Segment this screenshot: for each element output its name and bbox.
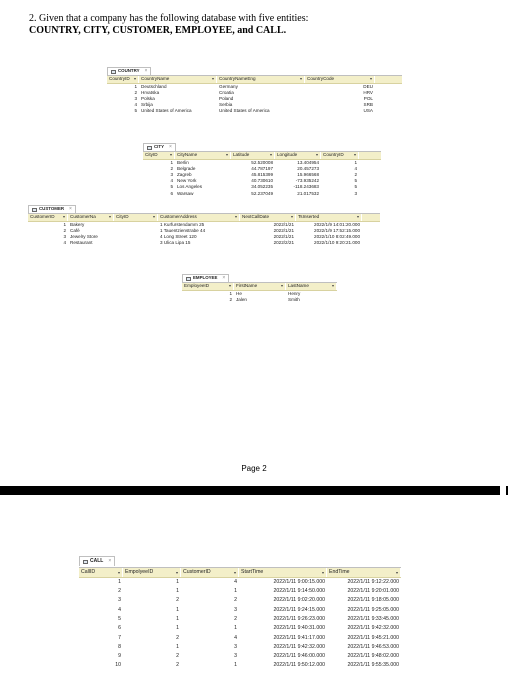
dropdown-arrow-icon[interactable]: ▾	[117, 569, 120, 575]
table-cell: 2022/1/11 9:26:23.000	[273, 615, 325, 622]
table-cell: 1	[176, 625, 179, 632]
table-cell: 2022/1/11 9:55:35.000	[347, 662, 399, 669]
table-cell: 2022/1/11 9:12:22.000	[347, 578, 399, 585]
tab-customer[interactable]: CUSTOMER ×	[28, 205, 76, 213]
table-cell: 45.815399	[251, 172, 273, 178]
column-header[interactable]: CallID ▾	[79, 568, 123, 577]
column-header[interactable]: CountryCode ▾	[305, 76, 375, 83]
column-header[interactable]: TsInserted ▾	[296, 214, 362, 221]
table-cell: 1 Kurfurstendamm 25	[160, 221, 205, 227]
table-cell: Deutschland	[141, 83, 167, 89]
table-cell: DEU	[363, 83, 373, 89]
table-cell: 6	[170, 190, 173, 196]
table-cell: New York	[177, 178, 197, 184]
table-cell: 2022/1/21	[273, 234, 294, 240]
table-cell: Los Angeles	[177, 184, 203, 190]
table-cell: 2022/2/21	[273, 240, 294, 246]
table-cell: 21.017532	[297, 190, 319, 196]
table-cell: 2	[176, 653, 179, 660]
column-header[interactable]: FirstName ▾	[234, 283, 286, 290]
table-cell: 5	[134, 108, 137, 114]
column-header[interactable]: NextCallDate ▾	[240, 214, 296, 221]
table-cell: Poland	[219, 96, 234, 102]
table-cell: 3	[234, 606, 237, 613]
table-cell: 4	[354, 165, 357, 171]
page-number: Page 2	[241, 464, 267, 473]
close-icon[interactable]: ×	[108, 557, 112, 564]
question-text	[29, 13, 308, 37]
table-cell: 4	[170, 178, 173, 184]
close-icon[interactable]: ×	[69, 206, 72, 213]
table-cell: 1	[176, 588, 179, 595]
dropdown-arrow-icon[interactable]: ▾	[290, 214, 293, 220]
table-cell: 6	[118, 625, 121, 632]
employee-table	[182, 274, 337, 303]
column-header[interactable]: CustomerNa ▾	[68, 214, 114, 221]
tab-city[interactable]: CITY ×	[143, 143, 176, 151]
table-cell: 2022/1/11 9:45:21.000	[347, 634, 399, 641]
call-table	[79, 556, 401, 671]
table-cell: Hrvatska	[141, 89, 160, 95]
column-header[interactable]: CountryName ▾	[139, 76, 217, 83]
table-cell: 8	[118, 643, 121, 650]
column-header[interactable]: CustomerID ▾	[181, 568, 239, 577]
dropdown-arrow-icon[interactable]: ▾	[395, 569, 398, 575]
close-icon[interactable]: ×	[144, 68, 148, 75]
table-row[interactable]	[79, 661, 401, 670]
table-row[interactable]	[107, 108, 402, 114]
table-cell: 2022/1/11 9:18:05.000	[347, 597, 399, 604]
column-header[interactable]: CityName ▾	[175, 152, 231, 159]
table-cell: Henry	[288, 290, 301, 296]
table-icon	[83, 560, 88, 564]
table-cell: SRB	[363, 102, 373, 108]
table-icon	[32, 208, 37, 212]
table-cell: 2	[176, 597, 179, 604]
table-cell: 2	[63, 227, 66, 233]
table-cell: 2022/1/11 9:25:05.000	[347, 606, 399, 613]
table-cell: 2022/1/11 9:50:12.000	[273, 662, 325, 669]
header-row	[79, 568, 401, 578]
column-header[interactable]: CustomerAddress ▾	[158, 214, 240, 221]
city-table	[143, 143, 381, 197]
table-cell: 34.052235	[251, 184, 273, 190]
table-grid	[28, 213, 380, 247]
table-cell: 3	[234, 643, 237, 650]
table-cell: 5	[118, 615, 121, 622]
dropdown-arrow-icon[interactable]: ▾	[228, 283, 231, 289]
table-grid	[182, 282, 337, 303]
table-cell: 4	[118, 606, 121, 613]
table-cell: 2	[354, 172, 357, 178]
table-cell: 52.237049	[251, 190, 273, 196]
dropdown-arrow-icon[interactable]: ▾	[353, 152, 356, 158]
table-cell: 2022/1/21	[273, 221, 294, 227]
table-row[interactable]	[79, 643, 401, 652]
table-cell: 2022/1/11 9:40:31.000	[273, 625, 325, 632]
column-header[interactable]: StartTime ▾	[239, 568, 327, 577]
table-cell: Smith	[288, 296, 300, 302]
table-cell: 2022/1/11 9:33:45.000	[347, 615, 399, 622]
table-row[interactable]	[28, 240, 380, 246]
header-row	[107, 76, 402, 84]
table-cell: 9	[118, 653, 121, 660]
table-cell: POL	[363, 96, 373, 102]
page-separator	[0, 486, 508, 495]
table-cell: Warsaw	[177, 190, 194, 196]
country-table	[107, 67, 402, 115]
table-cell: 2	[229, 296, 232, 302]
table-row[interactable]	[79, 615, 401, 624]
question-line-2: COUNTRY, CITY, CUSTOMER, EMPLOYEE, and CALL.	[29, 25, 287, 36]
dropdown-arrow-icon[interactable]: ▾	[269, 152, 272, 158]
table-grid	[143, 151, 381, 197]
dropdown-arrow-icon[interactable]: ▾	[108, 214, 111, 220]
table-cell: Zagreb	[177, 172, 192, 178]
table-cell: 2	[176, 662, 179, 669]
table-cell: 1	[176, 606, 179, 613]
column-header[interactable]: EmpolyeeID ▾	[123, 568, 181, 577]
table-cell: 2022/1/10 9:20:21.000	[314, 240, 360, 246]
column-header[interactable]: CountryID ▾	[321, 152, 359, 159]
table-cell: 2022/1/11 9:00:15.000	[273, 578, 325, 585]
table-cell: 2022/1/11 9:14:50.000	[273, 588, 325, 595]
table-grid	[79, 567, 401, 671]
dropdown-arrow-icon[interactable]: ▾	[133, 76, 136, 82]
close-icon[interactable]: ×	[222, 275, 226, 282]
table-cell: 2022/1/11 9:46:53.000	[347, 643, 399, 650]
table-cell: 2	[234, 615, 237, 622]
dropdown-arrow-icon[interactable]: ▾	[299, 76, 302, 82]
table-row[interactable]	[79, 652, 401, 661]
table-cell: 4	[234, 634, 237, 641]
table-cell: United States of America	[141, 108, 192, 114]
table-cell: 1	[354, 159, 357, 165]
table-cell: 2022/1/10 8:02:49.000	[314, 234, 360, 240]
table-cell: Serbia	[219, 102, 233, 108]
tab-employee[interactable]: EMPLOYEE ×	[182, 274, 229, 282]
table-cell: USA	[363, 108, 373, 114]
table-cell: 3	[134, 96, 137, 102]
table-cell: 4	[234, 578, 237, 585]
table-cell: Belgrade	[177, 165, 196, 171]
table-cell: 5	[170, 184, 173, 190]
table-cell: 52.520008	[251, 159, 273, 165]
dropdown-arrow-icon[interactable]: ▾	[175, 569, 178, 575]
column-header[interactable]: LastName ▾	[286, 283, 337, 290]
table-cell: 2022/1/11 9:20:01.000	[347, 588, 399, 595]
table-icon	[147, 146, 152, 150]
table-cell: 1	[118, 578, 121, 585]
dropdown-arrow-icon[interactable]: ▾	[211, 76, 214, 82]
table-cell: 2	[118, 588, 121, 595]
table-cell: 40.730610	[251, 178, 273, 184]
table-cell: 4	[134, 102, 137, 108]
column-header[interactable]: Longitude ▾	[275, 152, 321, 159]
dropdown-arrow-icon[interactable]: ▾	[356, 214, 359, 220]
table-row[interactable]	[143, 191, 381, 197]
table-cell: 10	[115, 662, 121, 669]
dropdown-arrow-icon[interactable]: ▾	[169, 152, 172, 158]
dropdown-arrow-icon[interactable]: ▾	[234, 214, 237, 220]
table-cell: Jalen	[236, 296, 247, 302]
table-icon	[186, 277, 191, 281]
table-cell: -118.243683	[293, 184, 319, 190]
header-row	[143, 152, 381, 160]
column-header[interactable]: Latitude ▾	[231, 152, 275, 159]
table-cell: He	[236, 290, 242, 296]
tab-country[interactable]: COUNTRY ×	[107, 67, 151, 75]
table-cell: 15.966568	[297, 172, 319, 178]
dropdown-arrow-icon[interactable]: ▾	[62, 214, 65, 220]
table-cell: Café	[70, 227, 80, 233]
table-icon	[111, 70, 116, 74]
table-row[interactable]	[79, 578, 401, 587]
table-cell: Bakery	[70, 221, 85, 227]
table-cell: 5	[354, 178, 357, 184]
table-cell: 20.457273	[297, 165, 319, 171]
table-cell: 2022/1/21	[273, 227, 294, 233]
table-cell: 7	[118, 634, 121, 641]
table-cell: 1	[234, 625, 237, 632]
column-header[interactable]: CountryNameEng ▾	[217, 76, 305, 83]
table-cell: 2022/1/11 9:48:02.000	[347, 653, 399, 660]
table-cell: 1	[134, 83, 137, 89]
table-cell: 1	[176, 615, 179, 622]
column-header[interactable]: CountryID ▾	[107, 76, 139, 83]
table-cell: Germany	[219, 83, 238, 89]
table-cell: 2	[234, 597, 237, 604]
table-row[interactable]	[79, 587, 401, 596]
table-cell: Srbija	[141, 102, 153, 108]
table-grid	[107, 75, 402, 115]
table-cell: 4 Long Street 120	[160, 234, 197, 240]
table-cell: 5	[354, 184, 357, 190]
table-cell: 3	[170, 172, 173, 178]
column-header[interactable]: CityID ▾	[143, 152, 175, 159]
table-cell: 1	[176, 578, 179, 585]
table-cell: Restaurant	[70, 240, 93, 246]
table-cell: 4	[63, 240, 66, 246]
table-cell: 2	[176, 634, 179, 641]
table-cell: 3 Ulica Lipa 15	[160, 240, 191, 246]
dropdown-arrow-icon[interactable]: ▾	[315, 152, 318, 158]
table-row[interactable]	[79, 634, 401, 643]
table-cell: 2022/1/11 9:24:15.000	[273, 606, 325, 613]
table-cell: 1	[176, 643, 179, 650]
table-cell: 44.787197	[251, 165, 273, 171]
header-row	[182, 283, 337, 291]
table-cell	[114, 240, 158, 246]
column-header[interactable]: EmployeeID ▾	[182, 283, 234, 290]
table-cell: 2022/1/11 9:41:17.000	[273, 634, 325, 641]
table-cell: Berlin	[177, 159, 189, 165]
table-cell: 1	[234, 662, 237, 669]
close-icon[interactable]: ×	[169, 144, 172, 151]
table-cell: Polska	[141, 96, 155, 102]
table-cell: 2022/1/9 17:52:15.000	[314, 227, 360, 233]
table-cell: 2022/1/9 14:01:20.000	[314, 221, 360, 227]
table-cell: United States of America	[219, 108, 270, 114]
table-cell: 1	[170, 159, 173, 165]
dropdown-arrow-icon[interactable]: ▾	[280, 283, 283, 289]
table-row[interactable]	[79, 596, 401, 605]
table-cell: 2	[170, 165, 173, 171]
table-cell: 2022/1/11 9:42:32.000	[273, 643, 325, 650]
table-cell: 2022/1/11 9:42:32.000	[347, 625, 399, 632]
dropdown-arrow-icon[interactable]: ▾	[233, 569, 236, 575]
header-row	[28, 214, 380, 222]
table-cell: 3	[118, 597, 121, 604]
question-line-1: 2. Given that a company has the following database with five entities:	[29, 13, 309, 24]
table-cell: 3	[234, 653, 237, 660]
table-cell: 3	[354, 190, 357, 196]
dropdown-arrow-icon[interactable]: ▾	[331, 283, 334, 289]
table-cell: Croatia	[219, 89, 234, 95]
table-cell: 1	[229, 290, 232, 296]
column-header[interactable]: CityID ▾	[114, 214, 158, 221]
table-cell: -73.935242	[295, 178, 319, 184]
table-cell: 2022/1/11 9:46:00.000	[273, 653, 325, 660]
column-header[interactable]: CustomerID ▾	[28, 214, 68, 221]
table-cell: 1	[234, 588, 237, 595]
table-row[interactable]	[79, 606, 401, 615]
dropdown-arrow-icon[interactable]: ▾	[152, 214, 155, 220]
table-cell: 1 Tauentzienstrabe 44	[160, 227, 206, 233]
table-cell: HRV	[363, 89, 373, 95]
column-header[interactable]: EndTime ▾	[327, 568, 401, 577]
table-cell: 13.404954	[297, 159, 319, 165]
table-cell: 1	[63, 221, 66, 227]
dropdown-arrow-icon[interactable]: ▾	[321, 569, 324, 575]
dropdown-arrow-icon[interactable]: ▾	[225, 152, 228, 158]
customer-table	[28, 205, 380, 246]
table-cell: Jewelry Store	[70, 234, 98, 240]
table-cell: 2022/1/11 9:02:20.000	[273, 597, 325, 604]
tab-call[interactable]: CALL ×	[79, 556, 115, 566]
table-cell: 3	[63, 234, 66, 240]
table-cell: 2	[134, 89, 137, 95]
table-row[interactable]	[182, 297, 337, 303]
table-row[interactable]	[79, 624, 401, 633]
dropdown-arrow-icon[interactable]: ▾	[369, 76, 372, 82]
